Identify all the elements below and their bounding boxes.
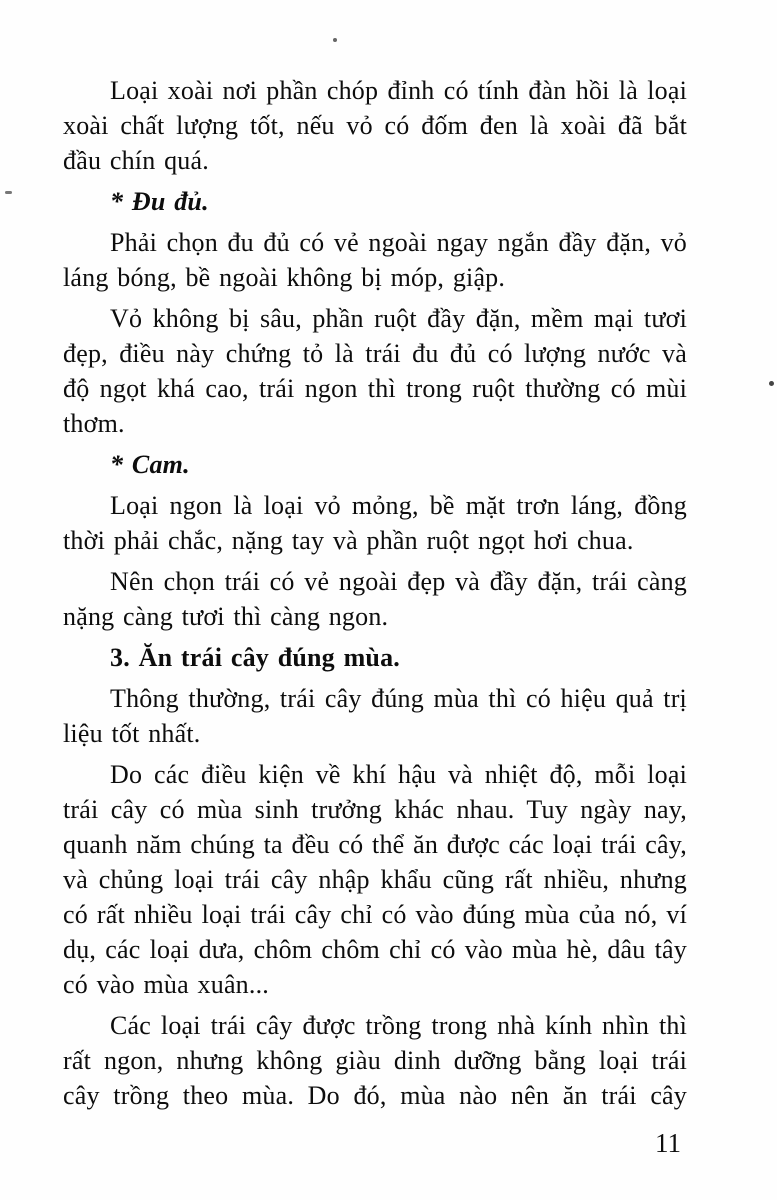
scan-speck xyxy=(769,381,774,386)
scan-speck xyxy=(333,38,337,42)
para-greenhouse-fruit: Các loại trái cây được trồng trong nhà kính nhìn thì rất ngon, nhưng không giàu dinh dưỡng bằng loại trái cây trồng theo mùa. Do đó, mùa nào nên ăn trái cây xyxy=(63,1011,687,1110)
page-text-block xyxy=(63,73,687,1159)
page-number: 11 xyxy=(655,1128,681,1158)
para-season-benefit: Thông thường, trái cây đúng mùa thì có hiệu quả trị liệu tốt nhất. xyxy=(63,684,687,748)
scan-speck xyxy=(5,191,12,194)
para-orange-quality: Loại ngon là loại vỏ mỏng, bề mặt trơn láng, đồng thời phải chắc, nặng tay và phần ruột ngọt hơi chua. xyxy=(63,491,687,555)
heading-eat-fruit-in-season: 3. Ăn trái cây đúng mùa. xyxy=(110,643,400,672)
para-papaya-flesh: Vỏ không bị sâu, phần ruột đầy đặn, mềm mại tươi đẹp, điều này chứng tỏ là trái đu đủ có lượng nước và độ ngọt khá cao, trái ngon thì trong ruột thường có mùi thơm. xyxy=(63,304,687,438)
subheading-papaya: * Đu đủ. xyxy=(110,187,209,216)
para-papaya-choose: Phải chọn đu đủ có vẻ ngoài ngay ngắn đầy đặn, vỏ láng bóng, bề ngoài không bị móp, giập. xyxy=(63,228,687,292)
para-mango-quality: Loại xoài nơi phần chóp đỉnh có tính đàn hồi là loại xoài chất lượng tốt, nếu vỏ có đốm đen là xoài đã bắt đầu chín quá. xyxy=(63,76,687,175)
para-season-explain: Do các điều kiện về khí hậu và nhiệt độ, mỗi loại trái cây có mùa sinh trưởng khác nhau. Tuy ngày nay, quanh năm chúng ta đều có thể ăn được các loại trái cây, và chủng loại trái cây nhập khẩu cũng rất nhiều, nhưng có rất nhiều loại trái cây chỉ có vào đúng mùa của nó, ví dụ, các loại dưa, chôm chôm chỉ có vào mùa hè, dâu tây có vào mùa xuân... xyxy=(63,760,687,999)
para-orange-choose: Nên chọn trái có vẻ ngoài đẹp và đầy đặn, trái càng nặng càng tươi thì càng ngon. xyxy=(63,567,687,631)
subheading-orange: * Cam. xyxy=(110,450,190,479)
